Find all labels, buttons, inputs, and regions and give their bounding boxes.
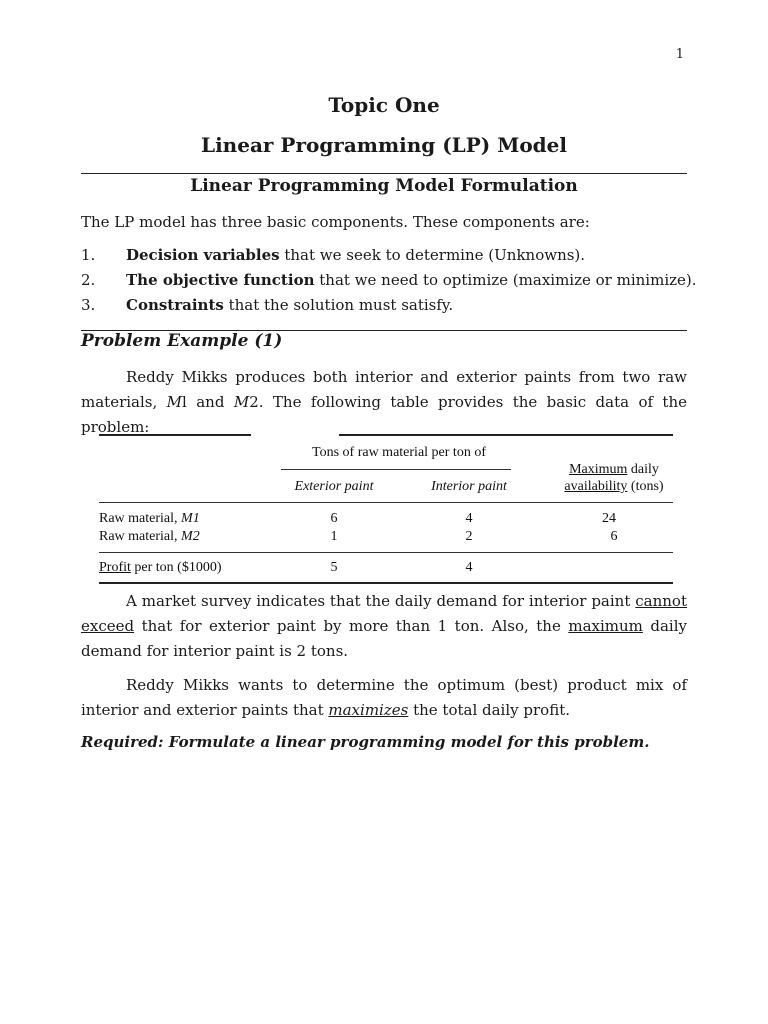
table-cell: 1 xyxy=(330,529,338,544)
problem-title: Problem Example (1) xyxy=(81,331,283,351)
problem-paragraph: Reddy Mikks produces both interior and exterior paints from two raw materials, Ml and M2. The following table provides the basic data of the problem: xyxy=(81,368,687,436)
table-header-interior: Interior paint xyxy=(431,479,507,494)
table-cell: 24 xyxy=(602,511,616,526)
table-cell: 6 xyxy=(610,529,618,544)
list-item: 1. Decision variables that we seek to determine (Unknowns). xyxy=(81,246,586,264)
data-table xyxy=(99,434,673,584)
list-item-term: The objective function xyxy=(126,271,315,289)
table-cell: 4 xyxy=(465,511,473,526)
table-header-exterior: Exterior paint xyxy=(294,479,374,494)
page-subtitle: Linear Programming (LP) Model xyxy=(201,133,567,157)
objective-paragraph: Reddy Mikks wants to determine the optimum (best) product mix of interior and exterior paints that maximizes the total daily profit. xyxy=(81,676,687,719)
demand-paragraph: A market survey indicates that the daily demand for interior paint cannot exceed that for exterior paint by more than 1 ton. Also, the maximum daily demand for interior paint is 2 tons. xyxy=(81,592,687,660)
table-row: Raw material, M2 xyxy=(99,529,200,544)
list-item-term: Constraints xyxy=(126,296,224,314)
top-divider xyxy=(81,173,687,174)
list-item-desc: that we seek to determine (Unknowns). xyxy=(279,246,586,264)
table-cell: 2 xyxy=(465,529,473,544)
table-header-availability: availability (tons) xyxy=(564,479,664,494)
page-number: 1 xyxy=(675,47,684,62)
list-item: 2. The objective function that we need to optimize (maximize or minimize). xyxy=(81,271,697,289)
list-item-desc: that we need to optimize (maximize or minimize). xyxy=(314,271,697,289)
table-row: Raw material, M1 xyxy=(99,511,200,526)
page-title: Topic One xyxy=(328,93,440,117)
table-row-profit: Profit per ton ($1000) xyxy=(99,560,222,575)
components-list xyxy=(81,243,701,318)
section-title: Linear Programming Model Formulation xyxy=(190,176,578,196)
table-header-max: Maximum daily xyxy=(569,462,659,477)
table-group-header: Tons of raw material per ton of xyxy=(312,445,486,460)
table-cell: 5 xyxy=(330,560,338,575)
list-item-desc: that the solution must satisfy. xyxy=(223,296,454,314)
table-cell: 4 xyxy=(465,560,473,575)
required-statement: Required: Formulate a linear programming model for this problem. xyxy=(81,733,650,751)
list-item: 3. Constraints that the solution must satisfy. xyxy=(81,296,454,314)
list-item-term: Decision variables xyxy=(126,246,280,264)
intro-paragraph: The LP model has three basic components. These components are: xyxy=(81,213,590,231)
table-cell: 6 xyxy=(330,511,338,526)
